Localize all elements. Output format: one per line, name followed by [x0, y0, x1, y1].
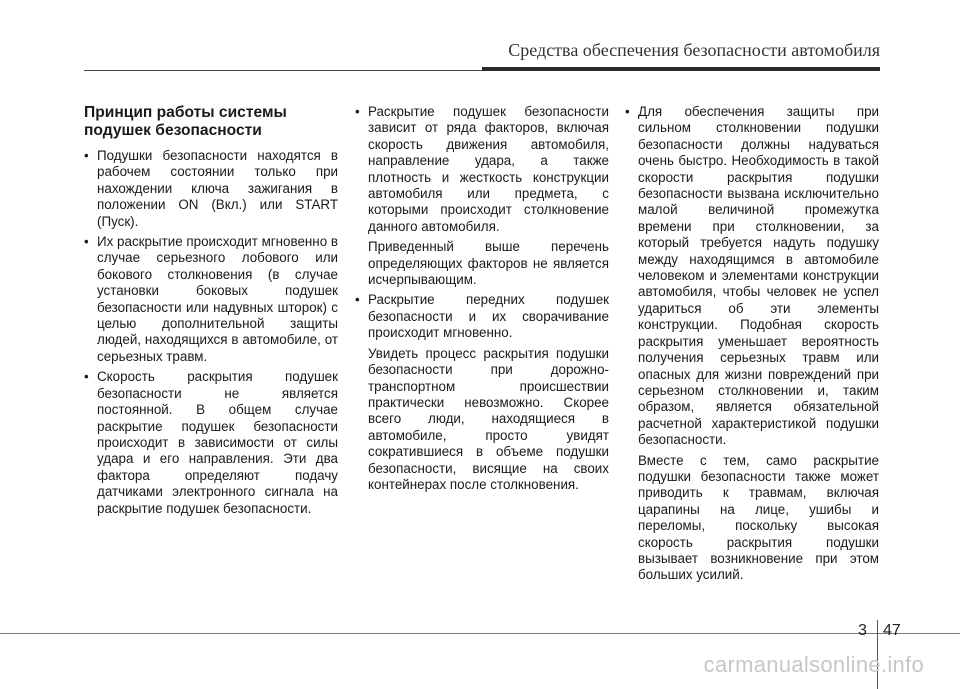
list-item-text: Раскрытие передних подушек безопасности и их сворачивание происходит мгновенно.	[368, 292, 609, 341]
list-item	[355, 292, 609, 341]
list-item-text: Их раскрытие происходит мгновенно в случае серьезного лобового или бокового столкновения (в случае установки боковых подушек безопасности или надувных шторок) с целью дополнительной защиты людей, находящихся в автомобиле, от серьезных травм.	[97, 234, 338, 364]
column-3	[625, 104, 879, 588]
column-2	[355, 104, 609, 497]
list-item-text: Скорость раскрытия подушек безопасности не является постоянной. В общем случае раскрытие подушек безопасности происходит в зависимости от силы удара и его направления. Эти два фактора определяют подачу датчиками электронного сигнала на раскрытие подушек безопасности.	[97, 369, 338, 516]
list-item-text: Подушки безопасности находятся в рабочем состоянии только при нахождении ключа зажигания в положении ON (Вкл.) или START (Пуск).	[97, 148, 338, 229]
list-item-text: Раскрытие подушек безопасности зависит от ряда факторов, включая скорость движения автомобиля, направление удара, а также плотность и жесткость конструкции автомобиля или предмета, с которыми происходит столкновение данного автомобиля.	[368, 104, 609, 234]
list-item	[355, 104, 609, 235]
header-rule-bar	[482, 67, 880, 71]
bullet-list	[355, 104, 609, 235]
bullet-icon: •	[355, 104, 360, 119]
bullet-icon: •	[84, 369, 89, 385]
bullet-list	[625, 104, 879, 449]
list-item-text: Для обеспечения защиты при сильном столкновении подушки безопасности должны надуваться очень быстро. Необходимость в такой скорости раскрытия подушки безопасности вызвана исключительно малой величиной промежутка времени при столкновении, за который требуется надуть подушку между находящимся в автомобиле человеком и элементами конструкции автомобиля, чтобы человек не успел удариться об эти элементы конструкции. Подобная скорость раскрытия уменьшает вероятность получения серьезных травм или опасных для жизни повреждений при серьезном столкновении и, таким образом, является обязательной расчетной характеристикой подушки безопасности.	[638, 104, 879, 448]
bullet-icon: •	[84, 234, 89, 250]
paragraph: Приведенный выше перечень определяющих факторов не является исчерпывающим.	[368, 239, 609, 288]
list-item	[625, 104, 879, 449]
list-item	[84, 234, 338, 365]
page-number: 47	[883, 622, 901, 639]
column-1	[84, 104, 338, 521]
watermark: carmanualsonline.info	[703, 652, 924, 677]
chapter-number: 3	[858, 622, 867, 639]
footer-rule	[0, 633, 960, 634]
bullet-list	[355, 292, 609, 341]
list-item	[84, 148, 338, 230]
paragraph: Увидеть процесс раскрытия подушки безопасности при дорожно-транспортном происшествии практически невозможно. Скорее всего люди, находящиеся в автомобиле, просто увидят сократившиеся в объеме подушки безопасности, висящие на своих контейнерах после столкновения.	[368, 345, 609, 492]
bullet-icon: •	[84, 148, 89, 163]
section-heading-line-1: Принцип работы системы	[84, 104, 287, 121]
running-header-title: Средства обеспечения безопасности автомобиля	[508, 40, 880, 60]
paragraph: Вместе с тем, само раскрытие подушки безопасности также может приводить к травмам, включая царапины на лице, ушибы и переломы, поскольку высокая скорость раскрытия подушки вызывает возникновение при этом больших усилий.	[638, 452, 879, 583]
bullet-list	[84, 148, 338, 517]
section-heading	[84, 104, 338, 140]
section-heading-line-2: подушек безопасности	[84, 122, 262, 139]
list-item	[84, 369, 338, 517]
bullet-icon: •	[625, 104, 630, 119]
bullet-icon: •	[355, 292, 360, 308]
